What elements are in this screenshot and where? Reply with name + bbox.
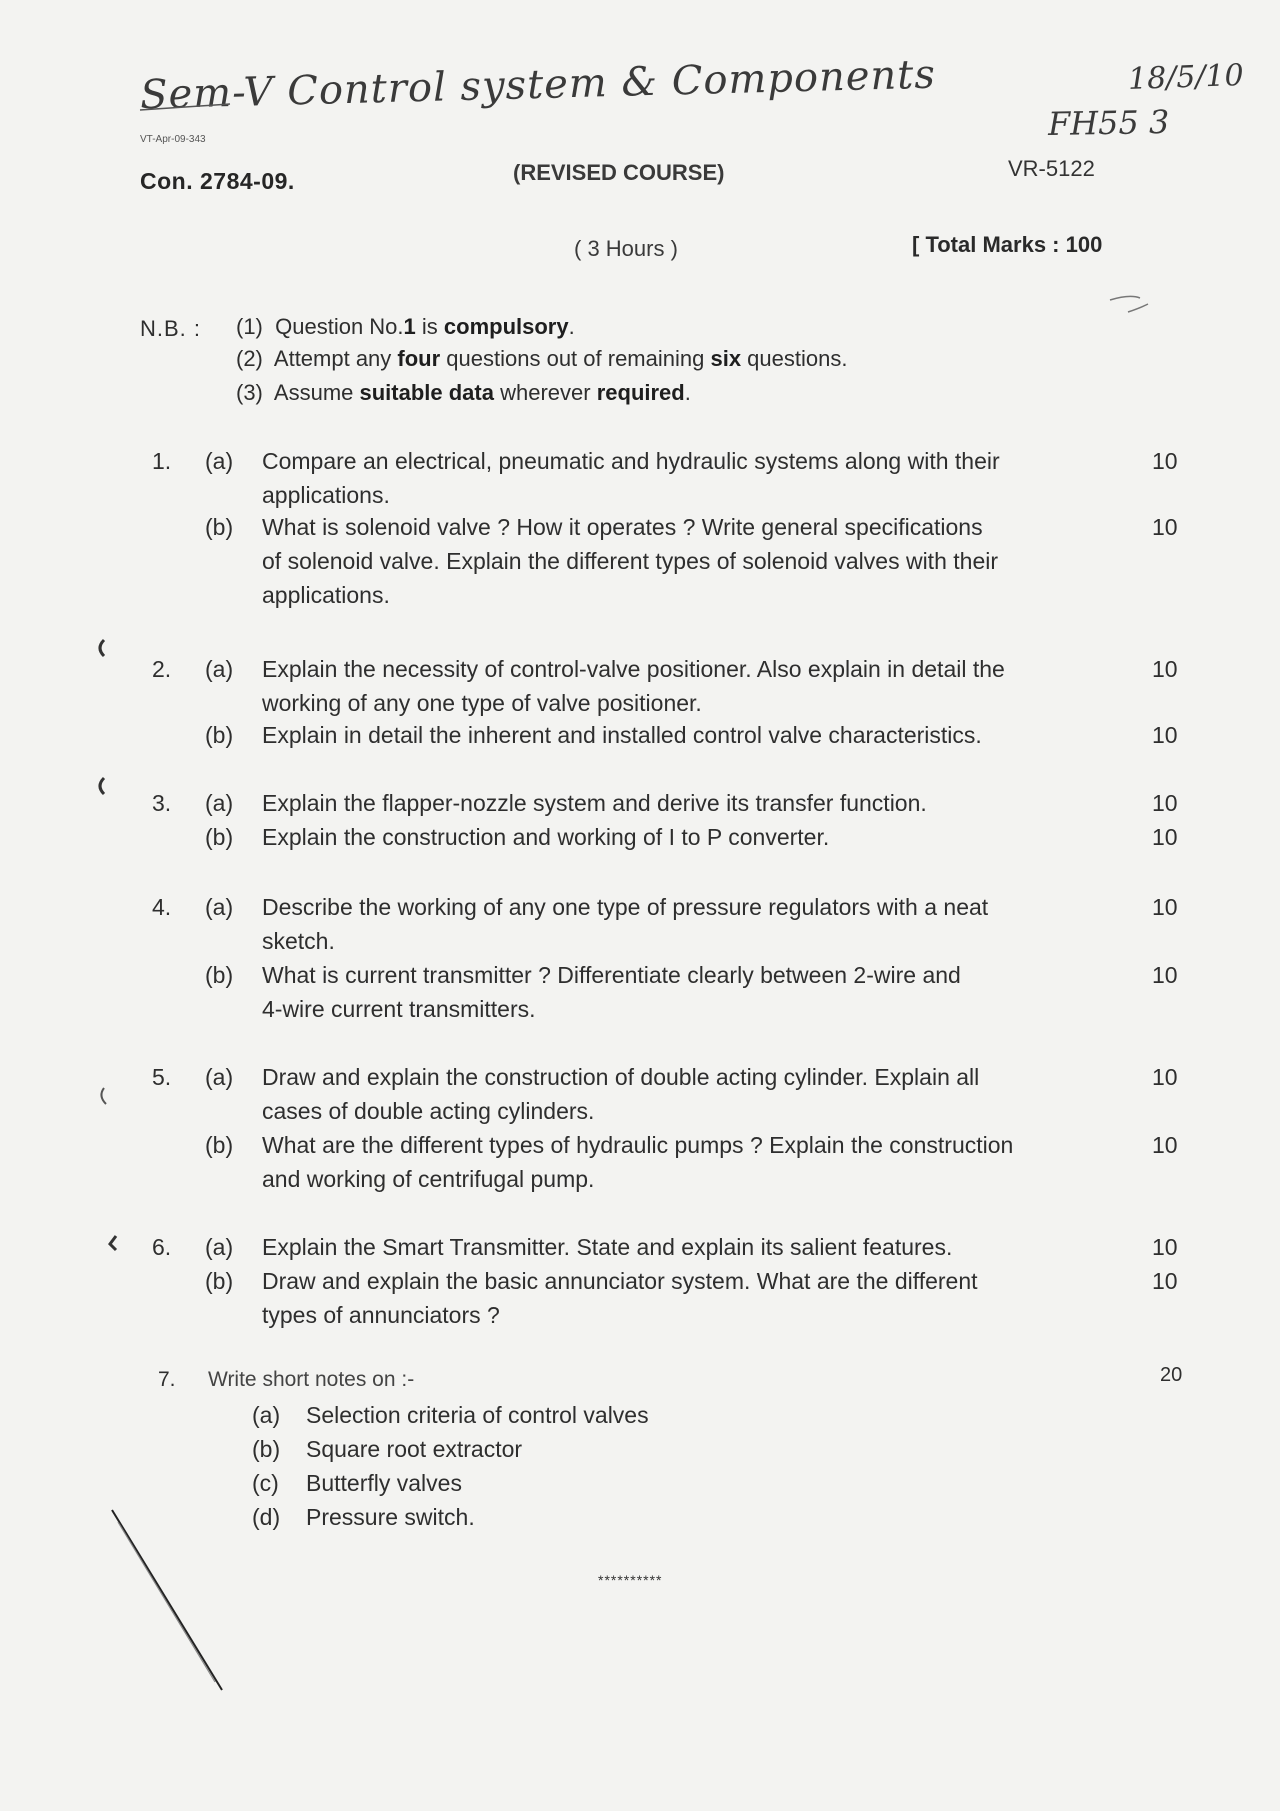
marks: 10 xyxy=(1152,656,1178,682)
marks: 10 xyxy=(1152,962,1178,988)
question-text: cases of double acting cylinders. xyxy=(262,1098,595,1124)
instruction-number: (2) xyxy=(236,346,263,371)
question-text: Compare an electrical, pneumatic and hydraulic systems along with their xyxy=(262,448,1000,474)
question-number: 1. xyxy=(152,448,172,474)
short-note-text: Square root extractor xyxy=(306,1436,523,1462)
pen-stroke xyxy=(118,1522,215,1682)
instruction-text: Question No. xyxy=(275,314,404,339)
question-text: applications. xyxy=(262,482,390,508)
margin-bracket-mark xyxy=(110,1236,116,1250)
paper-code: VR-5122 xyxy=(1008,156,1095,181)
question-number: 3. xyxy=(152,790,172,816)
sub-question-label: (a) xyxy=(205,656,234,682)
sub-question-label: (b) xyxy=(205,514,234,540)
margin-bracket-mark xyxy=(100,778,104,794)
instruction-bold: suitable data xyxy=(359,380,494,405)
margin-bracket-mark xyxy=(101,1088,106,1104)
sub-question-label: (b) xyxy=(205,1268,234,1294)
exam-stamp: VT-Apr-09-343 xyxy=(140,134,206,145)
underline-mark xyxy=(140,104,230,110)
question-text: What is solenoid valve ? How it operates ? Write general specifications xyxy=(262,514,983,540)
pen-stroke xyxy=(112,1510,222,1690)
marks: 10 xyxy=(1152,448,1178,474)
marks: 10 xyxy=(1152,824,1178,850)
question-text: Draw and explain the basic annunciator system. What are the different xyxy=(262,1268,978,1294)
short-note-label: (c) xyxy=(252,1470,279,1496)
question-text: applications. xyxy=(262,582,390,608)
question-text: Explain the construction and working of I to P converter. xyxy=(262,824,830,850)
instruction-number: (3) xyxy=(236,380,263,405)
instruction-text: wherever xyxy=(493,380,597,405)
instruction-text: questions. xyxy=(741,346,848,371)
question-text: Describe the working of any one type of pressure regulators with a neat xyxy=(262,894,989,920)
question-text: Explain the Smart Transmitter. State and explain its salient features. xyxy=(262,1234,953,1260)
sub-question-label: (b) xyxy=(205,722,234,748)
sub-question-label: (b) xyxy=(205,824,234,850)
nb-label: N.B. : xyxy=(140,316,202,341)
instruction-bold: compulsory xyxy=(443,314,569,339)
instruction-text: questions out of remaining xyxy=(440,346,711,371)
marks: 10 xyxy=(1152,722,1178,748)
short-note-text: Selection criteria of control valves xyxy=(306,1402,649,1428)
short-note-label: (d) xyxy=(252,1504,281,1530)
question-text: and working of centrifugal pump. xyxy=(262,1166,595,1192)
instruction-text: . xyxy=(684,380,691,405)
question-text: Explain the necessity of control-valve positioner. Also explain in detail the xyxy=(262,656,1005,682)
question-text: working of any one type of valve positioner. xyxy=(262,690,702,716)
sub-question-label: (a) xyxy=(205,1064,234,1090)
instruction-bold: four xyxy=(397,346,441,371)
scribble-mark xyxy=(1110,296,1148,312)
marks: 10 xyxy=(1152,1268,1178,1294)
course-label: (REVISED COURSE) xyxy=(513,160,725,185)
sub-question-label: (a) xyxy=(205,448,234,474)
handwritten-code-note: FH55 3 xyxy=(1047,102,1170,144)
duration: ( 3 Hours ) xyxy=(574,236,678,261)
question-number: 4. xyxy=(152,894,172,920)
question-text: 4-wire current transmitters. xyxy=(262,996,536,1022)
sub-question-label: (a) xyxy=(205,894,234,920)
marks: 10 xyxy=(1152,1234,1178,1260)
instruction-bold: required xyxy=(596,380,685,405)
instruction-bold: 1 xyxy=(403,314,416,339)
instruction-text: Assume xyxy=(273,380,360,405)
question-text: Explain the flapper-nozzle system and derive its transfer function. xyxy=(262,790,927,816)
question-text: of solenoid valve. Explain the different types of solenoid valves with their xyxy=(262,548,998,574)
q7-title: Write short notes on :- xyxy=(208,1368,415,1391)
instruction-bold: six xyxy=(710,346,742,371)
margin-bracket-mark xyxy=(100,640,104,656)
instruction-text: . xyxy=(568,314,575,339)
short-note-label: (a) xyxy=(252,1402,281,1428)
handwritten-date-note: 18/5/10 xyxy=(1127,57,1245,98)
instruction-text: is xyxy=(415,314,444,339)
question-text: Draw and explain the construction of double acting cylinder. Explain all xyxy=(262,1064,980,1090)
short-note-text: Pressure switch. xyxy=(306,1504,475,1530)
marks: 10 xyxy=(1152,894,1178,920)
instruction-text: Attempt any xyxy=(273,346,398,371)
question-text: What are the different types of hydraulic pumps ? Explain the construction xyxy=(262,1132,1014,1158)
sub-question-label: (a) xyxy=(205,790,234,816)
question-number: 5. xyxy=(152,1064,172,1090)
short-note-text: Butterfly valves xyxy=(306,1470,462,1496)
short-note-label: (b) xyxy=(252,1436,281,1462)
marks: 10 xyxy=(1152,790,1178,816)
marks: 10 xyxy=(1152,1064,1178,1090)
end-marker: ********** xyxy=(598,1572,663,1588)
q7-marks: 20 xyxy=(1160,1364,1183,1386)
question-text: What is current transmitter ? Differentiate clearly between 2-wire and xyxy=(262,962,961,988)
handwritten-header-note: Sem-V Control system & Components xyxy=(139,51,937,119)
sub-question-label: (a) xyxy=(205,1234,234,1260)
con-number: Con. 2784-09. xyxy=(140,168,295,194)
total-marks: [ Total Marks : 100 xyxy=(912,232,1103,257)
marks: 10 xyxy=(1152,1132,1178,1158)
instruction-number: (1) xyxy=(236,314,263,339)
sub-question-label: (b) xyxy=(205,962,234,988)
q7-number: 7. xyxy=(158,1368,176,1391)
question-number: 2. xyxy=(152,656,172,682)
question-number: 6. xyxy=(152,1234,172,1260)
sub-question-label: (b) xyxy=(205,1132,234,1158)
question-text: types of annunciators ? xyxy=(262,1302,500,1328)
marks: 10 xyxy=(1152,514,1178,540)
question-text: sketch. xyxy=(262,928,335,954)
question-text: Explain in detail the inherent and installed control valve characteristics. xyxy=(262,722,982,748)
